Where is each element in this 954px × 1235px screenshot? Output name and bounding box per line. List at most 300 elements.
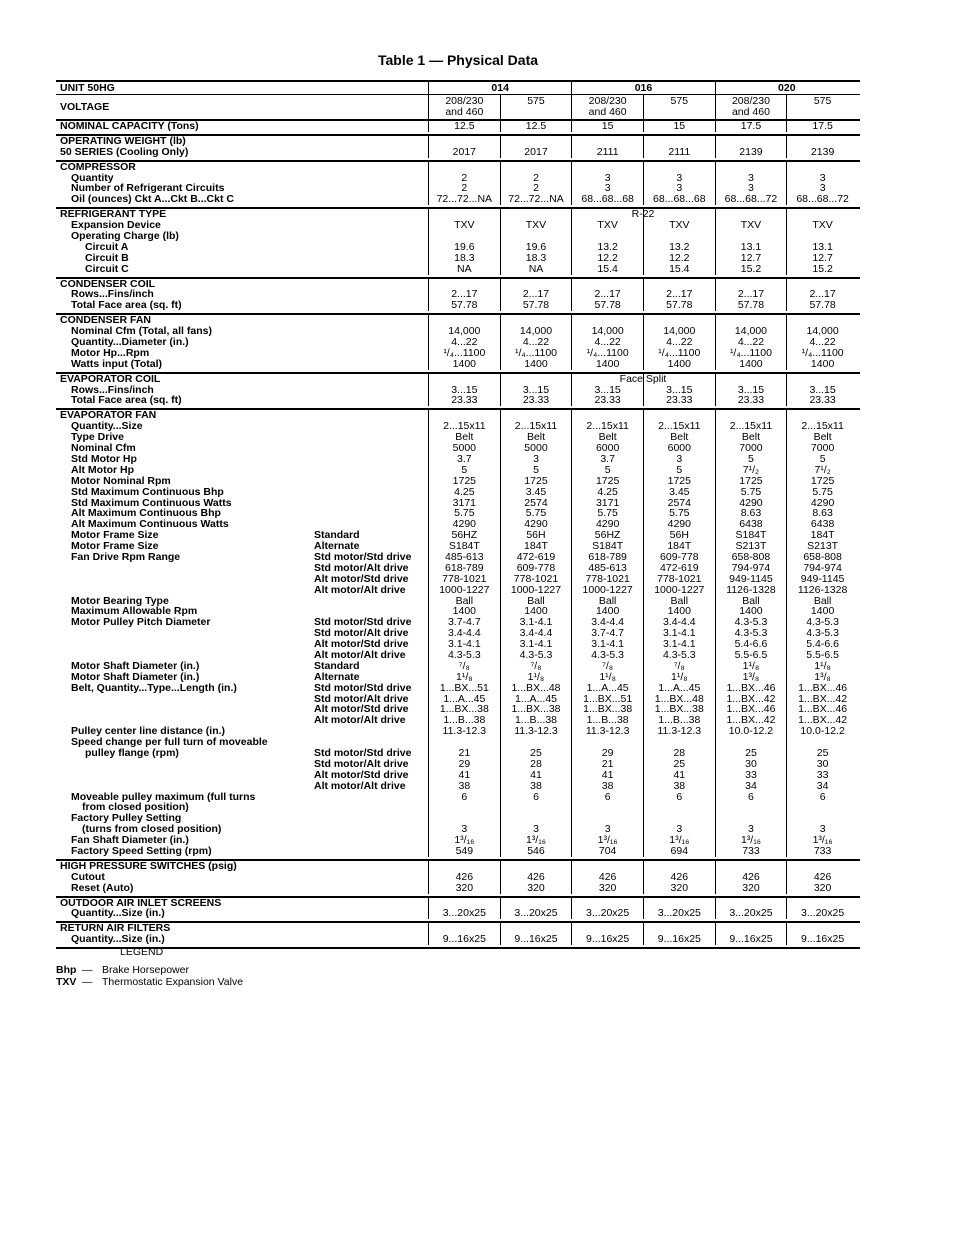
value-cell: 14,000 [448, 325, 481, 338]
section-labels [56, 898, 428, 920]
value-cell: ¹/₄...1100 [658, 346, 701, 359]
value-column [715, 410, 787, 857]
row-label: Expansion Device [71, 219, 161, 232]
value-column [500, 136, 572, 158]
value-cell: 14,000 [591, 325, 624, 338]
value-column [643, 121, 715, 132]
value-cell: 472-619 [660, 561, 699, 574]
value-cell: 7¹/₂ [814, 463, 831, 476]
value-cell: 25 [673, 757, 686, 770]
section-values [428, 279, 860, 312]
value-cell: 3 [676, 171, 683, 184]
section-labels [56, 374, 428, 407]
table-title: Table 1 — Physical Data [377, 52, 539, 68]
row-label: Rows...Fins/inch [71, 383, 154, 396]
row-label: Fan Drive Rpm Range Std motor/Std drive [71, 550, 412, 563]
value-column [643, 861, 715, 894]
value-cell: TXV [669, 219, 690, 232]
value-cell: 5 [748, 452, 754, 465]
value-cell: 618-789 [445, 561, 484, 574]
value-cell: 15.2 [740, 262, 762, 275]
value-cell: 2...15x11 [801, 420, 844, 433]
value-cell [501, 802, 572, 813]
value-cell: 2574 [667, 496, 691, 509]
value-cell: 794-974 [803, 561, 842, 574]
value-cell: 2...15x11 [586, 420, 629, 433]
value-cell: 1³/₁₆ [740, 834, 761, 847]
value-cell: 3.45 [525, 485, 547, 498]
value-column [571, 162, 643, 206]
value-cell: 1400 [595, 605, 620, 618]
value-column [715, 162, 787, 206]
legend-dash: — [82, 964, 93, 976]
value-column [571, 136, 643, 158]
table-body [56, 119, 860, 949]
value-cell: 2...17 [451, 288, 478, 301]
value-column [715, 279, 787, 312]
row-label: NOMINAL CAPACITY (Tons) [60, 120, 199, 132]
row-sublabel: Std motor/Alt drive [314, 627, 409, 640]
value-column [715, 315, 787, 369]
value-cell: 41 [530, 768, 542, 781]
value-cell: 38 [458, 779, 471, 792]
value-cell: 5000 [524, 442, 548, 455]
value-cell: 1400 [667, 357, 691, 370]
value-cell: 2 [461, 182, 468, 195]
value-cell: 184T [524, 540, 548, 553]
value-cell: 9...16x25 [586, 933, 630, 946]
value-cell: 4...22 [522, 336, 550, 349]
value-cell: 14,000 [806, 325, 839, 338]
value-cell: 3.4-4.4 [447, 627, 481, 640]
value-cell: 1725 [524, 474, 548, 487]
value-column [786, 410, 858, 857]
section-labels [56, 315, 428, 369]
value-cell: 2 [461, 171, 468, 184]
value-cell: ¹/₄...1100 [443, 346, 486, 359]
section-labels [56, 162, 428, 206]
value-cell: 9...16x25 [514, 933, 558, 946]
value-cell: 618-789 [588, 550, 627, 563]
value-cell: 426 [670, 870, 689, 883]
value-column [500, 923, 572, 945]
value-column [571, 861, 643, 894]
legend-item [56, 976, 243, 988]
value-cell: 56HZ [451, 529, 478, 542]
value-cell: 57.78 [522, 299, 550, 312]
value-cell: 4290 [810, 496, 835, 509]
value-cell: 1725 [739, 474, 763, 487]
value-cell: 9...16x25 [657, 933, 701, 946]
value-cell: 41 [673, 768, 686, 781]
value-cell: 6 [676, 790, 683, 803]
value-cell: 56H [526, 529, 546, 542]
value-cell: 1...BX...38 [511, 703, 561, 716]
row-label: Motor Frame Size Alternate [71, 540, 360, 553]
value-cell: 733 [742, 845, 760, 857]
value-cell [429, 802, 500, 813]
value-cell: 694 [670, 845, 689, 857]
section-labels [56, 279, 428, 312]
value-cell: 2...17 [737, 288, 765, 301]
value-cell: 778-1021 [585, 572, 630, 585]
value-cell: 1400 [667, 605, 691, 618]
value-cell: 778-1021 [513, 572, 559, 585]
value-cell: 15.4 [669, 262, 690, 275]
value-cell: 68...68...72 [724, 193, 778, 206]
row-label: Quantity [71, 171, 114, 184]
value-cell [429, 162, 500, 173]
legend-dash: — [82, 976, 93, 988]
value-cell: 17.5 [812, 120, 833, 132]
value-cell: 12.7 [740, 251, 762, 264]
unit-label [56, 82, 428, 94]
value-column [428, 136, 500, 158]
value-cell: 3 [819, 171, 826, 184]
value-cell: 5.75 [597, 507, 618, 520]
value-cell: 3 [461, 823, 468, 836]
value-cell: 13.1 [812, 240, 833, 253]
row-label: REFRIGERANT TYPE [60, 208, 167, 221]
row-label: Alt Maximum Continuous Watts [71, 518, 229, 531]
value-cell: 1...A...45 [514, 692, 557, 705]
value-cell: 4...22 [737, 336, 765, 349]
row-label: Oil (ounces) Ckt A...Ckt B...Ckt C [71, 193, 234, 206]
value-column [500, 121, 572, 132]
value-cell: 1400 [524, 605, 548, 618]
value-cell: 4290 [667, 518, 691, 531]
value-cell: 2 [533, 182, 539, 195]
value-cell: 7000 [810, 442, 835, 455]
value-cell: 949-1145 [800, 572, 845, 585]
value-cell: ⁷/₈ [530, 659, 542, 672]
value-column [786, 923, 858, 945]
value-cell: 3.1-4.1 [591, 638, 624, 651]
value-cell: 6 [461, 790, 468, 803]
section-values [428, 861, 860, 894]
value-cell: TXV [454, 219, 475, 232]
value-cell: 1000-1227 [510, 583, 562, 596]
value-cell: 2017 [452, 145, 476, 158]
row-label: EVAPORATOR FAN [60, 409, 157, 422]
value-cell: 1400 [810, 605, 835, 618]
value-cell: Ball [670, 594, 689, 607]
value-cell: 29 [458, 757, 471, 770]
value-cell: 4.25 [597, 485, 618, 498]
value-cell: 1¹/₈ [599, 670, 616, 683]
value-cell: TXV [525, 219, 547, 232]
value-cell: 41 [601, 768, 614, 781]
row-label: Total Face area (sq. ft) [71, 299, 182, 312]
value-cell: 7000 [739, 442, 763, 455]
row-label: Circuit A [85, 240, 129, 253]
value-column [428, 121, 500, 132]
value-cell: 1725 [667, 474, 691, 487]
value-cell: 1¹/₈ [527, 670, 545, 683]
value-cell: 68...68...68 [581, 193, 634, 206]
value-cell: 68...68...68 [653, 193, 706, 206]
value-cell: 3...15 [809, 383, 836, 396]
unit-label-text: UNIT 50HG [60, 82, 115, 94]
value-cell: 2...15x11 [443, 420, 486, 433]
table-section [56, 859, 860, 896]
value-cell: 23.33 [594, 394, 621, 407]
value-cell: TXV [812, 219, 833, 232]
legend-text: Brake Horsepower [102, 964, 189, 976]
value-cell [716, 162, 787, 173]
value-cell: 3...20x25 [729, 907, 773, 920]
value-cell: 13.2 [597, 240, 618, 253]
value-cell: 14,000 [519, 325, 553, 338]
value-cell: Ball [455, 594, 474, 607]
value-column [500, 279, 572, 312]
value-cell [644, 802, 715, 813]
value-cell: 12.5 [525, 120, 547, 132]
section-labels [56, 861, 428, 894]
row-label: Motor Pulley Pitch Diameter Std motor/Std drive [71, 616, 412, 629]
value-cell: 25 [530, 746, 542, 759]
value-cell: 21 [601, 757, 614, 770]
row-label: Belt, Quantity...Type...Length (in.) Std motor/Std drive [71, 681, 412, 694]
row-label: Circuit B [85, 251, 129, 264]
value-cell: 4...22 [451, 336, 478, 349]
row-label: OUTDOOR AIR INLET SCREENS [60, 896, 222, 909]
row-sublabel: Std motor/Alt drive [314, 561, 409, 574]
value-column [786, 136, 858, 158]
unit-header-row [56, 80, 860, 94]
value-cell: 1³/₈ [814, 670, 831, 683]
value-column [500, 410, 572, 857]
value-cell: 320 [742, 881, 760, 894]
value-cell: 2017 [524, 145, 548, 158]
value-cell: 2139 [810, 145, 835, 158]
row-sublabel: Alt motor/Std drive [314, 638, 409, 651]
value-column [715, 923, 787, 945]
legend-items [56, 964, 243, 988]
value-cell: 320 [670, 881, 689, 894]
value-cell: 2...17 [522, 288, 550, 301]
value-cell: Ball [813, 594, 832, 607]
row-label: Nominal Cfm [71, 442, 136, 455]
value-cell: 5 [676, 463, 683, 476]
value-cell: 25 [816, 746, 829, 759]
row-sublabel: Alt motor/Std drive [314, 572, 409, 585]
value-cell: 5.4-6.6 [806, 638, 839, 651]
value-column [500, 898, 572, 920]
legend-text: Thermostatic Expansion Valve [102, 976, 244, 988]
value-cell: 15 [601, 120, 614, 132]
value-column [643, 136, 715, 158]
value-cell: 5.4-6.6 [734, 638, 768, 651]
value-cell: 5.75 [525, 507, 547, 520]
value-cell [572, 802, 643, 813]
value-cell: 6 [533, 790, 539, 803]
value-cell: 184T [667, 540, 692, 553]
row-label: Factory Pulley Setting [71, 812, 182, 825]
value-cell: 549 [455, 845, 474, 857]
value-cell: 15.4 [597, 262, 618, 275]
value-cell: 320 [813, 881, 832, 894]
row-sublabel: Alt motor/Alt drive [314, 583, 406, 596]
value-cell: 4.3-5.3 [806, 627, 839, 640]
value-cell: 704 [598, 845, 617, 857]
value-cell: 19.6 [525, 240, 547, 253]
unit-columns [428, 82, 860, 94]
value-cell: 2139 [739, 145, 763, 158]
value-cell: Ball [527, 594, 545, 607]
value-cell: 12.7 [812, 251, 833, 264]
row-label [60, 585, 428, 596]
row-label: Motor Frame Size Standard [71, 529, 360, 542]
value-cell: 9...16x25 [729, 933, 773, 946]
voltage-cell: 208/230 and 460 [715, 95, 787, 119]
value-cell: ¹/₄...1100 [514, 346, 557, 359]
value-cell: 1...BX...42 [798, 692, 848, 705]
value-cell: 72...72...NA [508, 193, 564, 206]
value-cell: 28 [673, 746, 686, 759]
row-label: Std Motor Hp [71, 452, 137, 465]
value-cell: 3.1-4.1 [519, 616, 553, 629]
section-values [428, 898, 860, 920]
value-cell: 6438 [810, 518, 835, 531]
value-column [571, 315, 643, 369]
value-cell: 4...22 [594, 336, 621, 349]
value-cell: 3...15 [522, 383, 550, 396]
value-cell: 4.3-5.3 [519, 648, 553, 661]
value-cell: 1000-1227 [654, 583, 705, 596]
value-column [786, 162, 858, 206]
value-cell: ¹/₄...1100 [586, 346, 629, 359]
value-column [571, 410, 643, 857]
value-cell: 778-1021 [657, 572, 702, 585]
value-cell: 1³/₁₆ [525, 834, 546, 847]
value-cell: 4.3-5.3 [591, 648, 624, 661]
value-cell: 13.1 [740, 240, 762, 253]
value-cell: 2 [533, 171, 539, 184]
value-cell: 658-808 [731, 550, 771, 563]
value-cell: 4.3-5.3 [662, 648, 696, 661]
value-cell: 11.3-12.3 [442, 725, 487, 738]
value-cell: 3 [748, 182, 754, 195]
value-cell: 8.63 [812, 507, 833, 520]
section-values [428, 315, 860, 369]
value-cell: 11.3-12.3 [585, 725, 630, 738]
value-cell: 1400 [739, 605, 763, 618]
value-cell: 6000 [667, 442, 691, 455]
value-cell: 2...17 [809, 288, 836, 301]
section-labels [56, 923, 428, 945]
value-column [643, 315, 715, 369]
legend-item [56, 964, 243, 976]
value-cell: 1725 [452, 474, 476, 487]
value-cell: 1...BX...38 [654, 703, 704, 716]
value-cell: 4...22 [666, 336, 693, 349]
value-cell: 5.75 [740, 485, 762, 498]
value-cell: 4290 [524, 518, 548, 531]
value-cell: 2574 [524, 496, 548, 509]
table-section [56, 313, 860, 371]
value-column [643, 898, 715, 920]
value-column [571, 279, 643, 312]
row-label: (turns from closed position) [82, 823, 222, 836]
value-cell: 6438 [739, 518, 763, 531]
value-cell: 1400 [739, 357, 763, 370]
value-cell: 41 [458, 768, 471, 781]
value-cell: 1400 [810, 357, 835, 370]
value-cell: 1000-1227 [582, 583, 633, 596]
value-cell: 1...BX...42 [726, 714, 776, 727]
value-cell: 3.45 [669, 485, 690, 498]
value-cell: 1³/₁₆ [597, 834, 618, 847]
section-labels [56, 136, 428, 158]
value-cell: ¹/₄...1100 [729, 346, 772, 359]
row-sublabel: Alternate [314, 670, 360, 683]
value-cell: 3 [819, 182, 826, 195]
value-column [786, 121, 858, 132]
value-cell: 14,000 [663, 325, 696, 338]
value-column [571, 898, 643, 920]
row-sublabel: Alt motor/Std drive [314, 703, 409, 716]
value-cell: 1¹/₈ [742, 659, 760, 672]
value-column [428, 162, 500, 206]
table-section [56, 372, 860, 409]
value-cell: 29 [601, 746, 614, 759]
value-column [786, 861, 858, 894]
value-cell: 5.5-6.5 [806, 648, 839, 661]
value-cell: 28 [530, 757, 542, 770]
value-cell: 38 [673, 779, 686, 792]
value-cell: 1...BX...42 [798, 714, 848, 727]
value-cell: 18.3 [454, 251, 475, 264]
value-cell: 1...BX...51 [583, 692, 633, 705]
value-cell: ⁷/₈ [602, 659, 614, 672]
value-cell: 1...BX...48 [511, 681, 561, 694]
value-cell: 1...BX...46 [798, 703, 848, 716]
value-cell: 3 [748, 823, 754, 836]
row-label: Cutout [71, 870, 105, 883]
row-sublabel: Alt motor/Alt drive [314, 779, 406, 792]
value-cell: 14,000 [734, 325, 768, 338]
value-cell: 5 [604, 463, 611, 476]
value-cell: 10.0-12.2 [800, 725, 845, 738]
value-cell: 4.3-5.3 [734, 616, 768, 629]
row-label: Nominal Cfm (Total, all fans) [71, 325, 212, 338]
value-cell: 6 [604, 790, 611, 803]
value-column [500, 315, 572, 369]
value-cell: 1...BX...38 [439, 703, 489, 716]
value-cell: 23.33 [451, 394, 478, 407]
legend-abbr: TXV [56, 976, 77, 988]
value-cell: 11.3-12.3 [657, 725, 702, 738]
value-cell: 1³/₁₆ [454, 834, 475, 847]
row-label: HIGH PRESSURE SWITCHES (psig) [60, 859, 237, 872]
value-cell: 2111 [668, 145, 691, 158]
value-cell: 3 [604, 823, 611, 836]
value-column [786, 898, 858, 920]
value-cell: 1³/₈ [742, 670, 760, 683]
value-cell: 34 [745, 779, 757, 792]
row-label [60, 574, 428, 585]
value-cell: 4290 [739, 496, 763, 509]
value-cell: 3.1-4.1 [662, 638, 696, 651]
value-cell: 19.6 [454, 240, 475, 253]
row-label: Maximum Allowable Rpm [71, 605, 198, 618]
value-cell: 320 [598, 881, 617, 894]
row-label: Quantity...Size (in.) [71, 933, 165, 946]
value-cell: 3...20x25 [586, 907, 630, 920]
value-cell: 426 [527, 870, 545, 883]
table-section [56, 134, 860, 160]
